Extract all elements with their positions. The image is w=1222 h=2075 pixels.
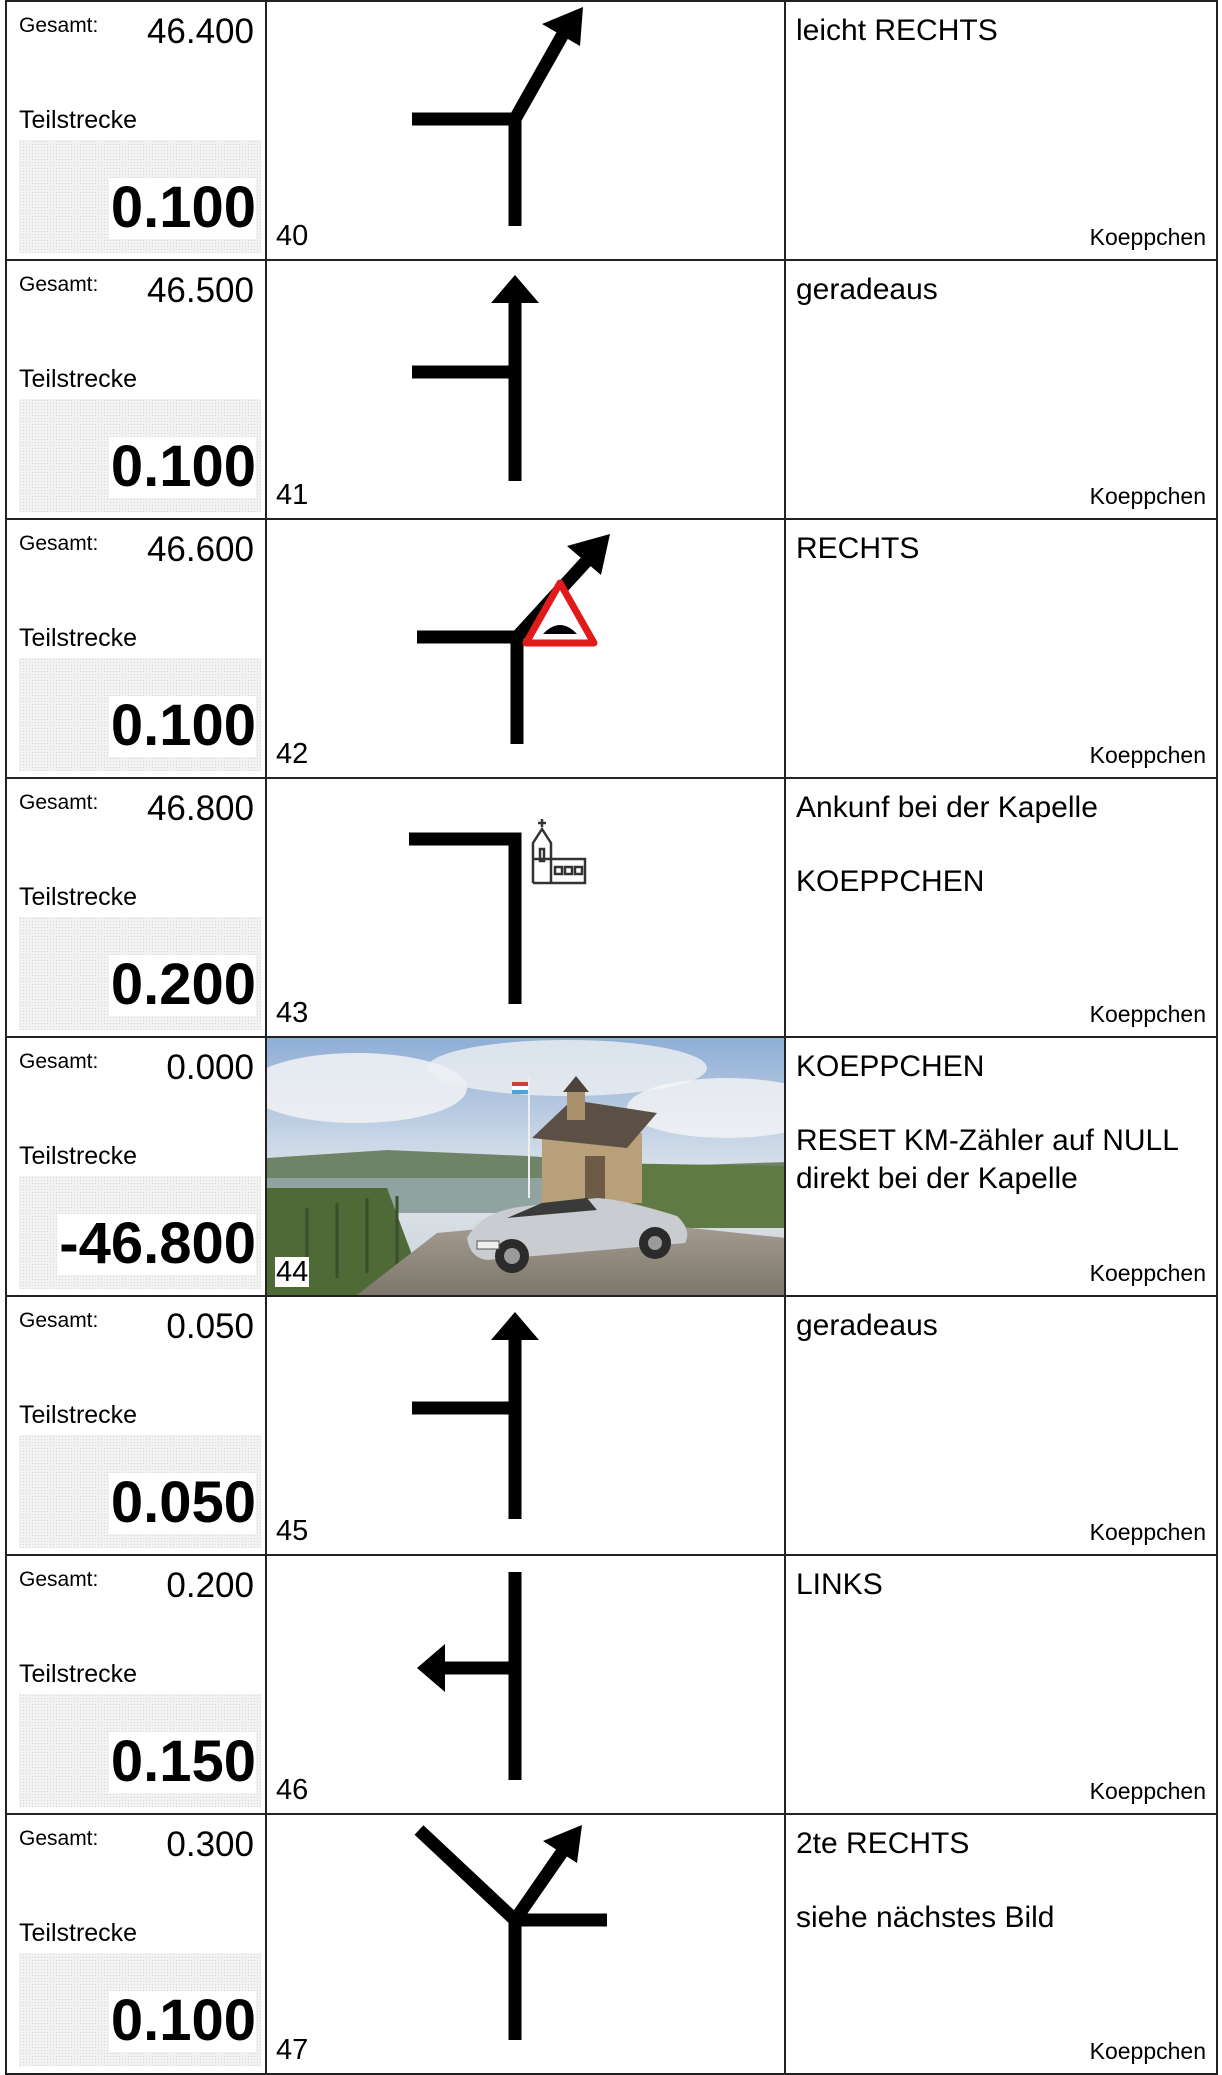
roadbook-row [5,1813,1218,2075]
roadbook-row [5,259,1218,518]
instruction-cell [786,1297,1216,1554]
footer-label: Koeppchen [1089,1001,1206,1027]
instruction-text: LINKS [796,1568,883,1601]
total-distance: 0.000 [166,1048,254,1087]
straight-arrow-icon [267,1297,786,1554]
direction-cell [267,779,786,1036]
straight-arrow-icon [267,261,786,518]
instruction-number: 40 [276,220,309,252]
footer-label: Koeppchen [1089,742,1206,768]
partial-distance-box [19,1435,261,1548]
roadbook-row [5,777,1218,1036]
partial-distance: 0.050 [110,1470,256,1536]
instruction-number: 44 [276,1256,309,1288]
distance-cell [7,520,267,777]
partial-distance: 0.150 [110,1729,256,1795]
instruction-number: 47 [276,2034,309,2066]
partial-distance: 0.100 [110,434,256,500]
total-label: Gesamt: [19,1568,99,1591]
partial-distance-box [19,917,261,1030]
partial-label: Teilstrecke [19,106,138,134]
instruction-cell [786,520,1216,777]
instruction-number: 45 [276,1515,309,1547]
partial-distance-box [19,140,261,253]
distance-cell [7,1556,267,1813]
partial-label: Teilstrecke [19,1142,138,1170]
partial-distance-box [19,1953,261,2066]
second-right-arrow-icon [267,1815,786,2072]
distance-cell [7,779,267,1036]
footer-label: Koeppchen [1089,1778,1206,1804]
distance-cell [7,2,267,259]
instruction-text: RECHTS [796,532,920,565]
total-distance: 0.050 [166,1307,254,1346]
roadbook-row [5,0,1218,259]
total-distance: 46.400 [146,12,254,51]
partial-label: Teilstrecke [19,1401,138,1429]
instruction-text: geradeaus [796,273,938,306]
total-distance: 0.200 [166,1566,254,1605]
instruction-text: geradeaus [796,1309,938,1342]
instruction-cell [786,1038,1216,1295]
footer-label: Koeppchen [1089,2038,1206,2064]
total-distance: 0.300 [166,1825,254,1864]
partial-distance: -46.800 [59,1211,256,1277]
total-distance: 46.600 [146,530,254,569]
instruction-cell [786,779,1216,1036]
instruction-text: leicht RECHTS [796,14,998,47]
instruction-cell [786,2,1216,259]
partial-distance-box [19,658,261,771]
partial-label: Teilstrecke [19,624,138,652]
instruction-number: 42 [276,738,309,770]
total-label: Gesamt: [19,14,99,37]
partial-label: Teilstrecke [19,1919,138,1947]
total-label: Gesamt: [19,273,99,296]
roadbook-row [5,1036,1218,1295]
right-arrow-with-bump-warning-icon [267,520,786,777]
instruction-number: 46 [276,1774,309,1806]
bear-right-arrow-icon [267,2,786,259]
footer-label: Koeppchen [1089,1260,1206,1286]
instruction-text: KOEPPCHEN [796,1050,985,1083]
roadbook-row [5,1554,1218,1813]
total-label: Gesamt: [19,791,99,814]
footer-label: Koeppchen [1089,1519,1206,1545]
direction-cell [267,1815,786,2073]
roadbook-row [5,518,1218,777]
distance-cell [7,1815,267,2073]
instruction-number: 43 [276,997,309,1029]
instruction-cell [786,1815,1216,2073]
direction-cell [267,1297,786,1554]
footer-label: Koeppchen [1089,224,1206,250]
roadbook-row [5,1295,1218,1554]
total-label: Gesamt: [19,1827,99,1850]
partial-distance-box [19,1176,261,1289]
total-label: Gesamt: [19,532,99,555]
direction-cell [267,2,786,259]
instruction-text-secondary: RESET KM-Zähler auf NULL direkt bei der Kapelle [796,1124,1178,1195]
direction-cell [267,1038,786,1295]
total-distance: 46.800 [146,789,254,828]
partial-distance-box [19,1694,261,1807]
partial-distance: 0.100 [110,175,256,241]
roadbook-table [5,0,1218,2075]
instruction-cell [786,261,1216,518]
partial-distance-box [19,399,261,512]
instruction-number: 41 [276,479,309,511]
total-label: Gesamt: [19,1309,99,1332]
arrival-chapel-icon [267,779,786,1036]
direction-cell [267,261,786,518]
footer-label: Koeppchen [1089,483,1206,509]
partial-distance: 0.200 [110,952,256,1018]
partial-distance: 0.100 [110,1988,256,2054]
instruction-text: Ankunf bei der Kapelle [796,791,1098,824]
left-arrow-icon [267,1556,786,1813]
instruction-text: 2te RECHTS [796,1827,970,1860]
total-distance: 46.500 [146,271,254,310]
chapel-photo [267,1038,786,1295]
partial-label: Teilstrecke [19,883,138,911]
distance-cell [7,1297,267,1554]
partial-label: Teilstrecke [19,1660,138,1688]
chapel-icon [533,819,585,883]
partial-label: Teilstrecke [19,365,138,393]
distance-cell [7,261,267,518]
instruction-text-secondary: siehe nächstes Bild [796,1901,1055,1934]
instruction-text-secondary: KOEPPCHEN [796,865,985,898]
instruction-cell [786,1556,1216,1813]
partial-distance: 0.100 [110,693,256,759]
direction-cell [267,520,786,777]
distance-cell [7,1038,267,1295]
total-label: Gesamt: [19,1050,99,1073]
direction-cell [267,1556,786,1813]
